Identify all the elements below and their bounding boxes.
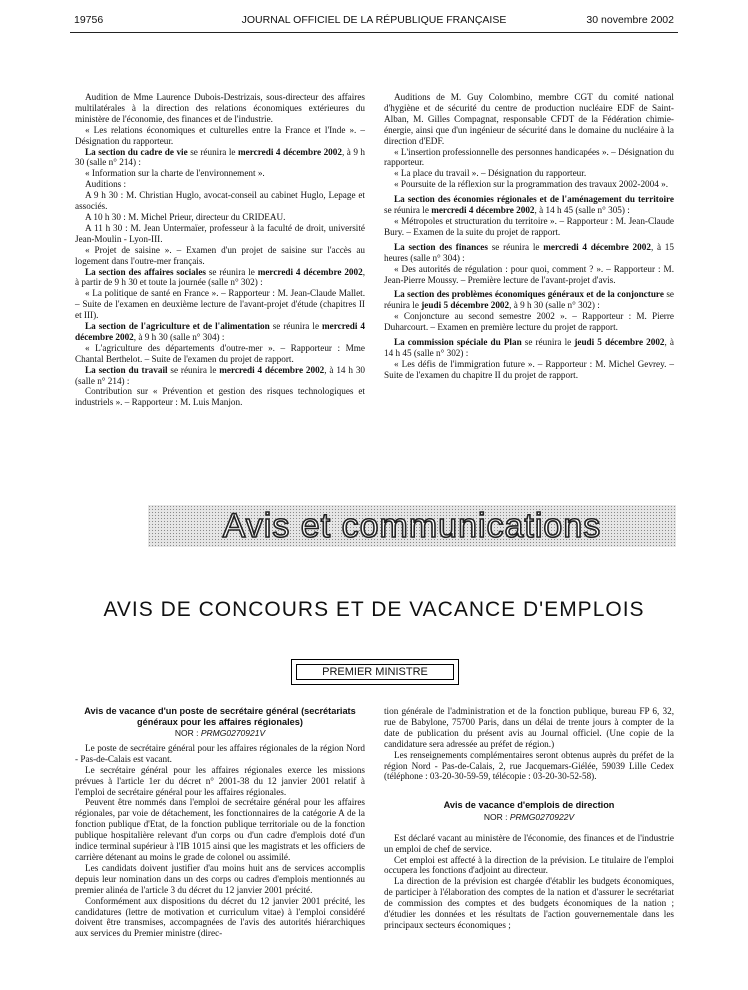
paragraph: Les renseignements complémentaires seront obtenus auprès du préfet de la région Nord - Pas-de-Calais, 2, rue Jacquemars-Giélée, 59039 Lille Cedex (téléphone : 03-20-30-59-59, télécopie : 03-20-30-52-58). bbox=[384, 749, 674, 782]
ministry-box bbox=[291, 659, 459, 685]
paragraph: Peuvent être nommés dans l'emploi de secrétaire général pour les affaires régionales, par voie de détachement, les fonctionnaires de la catégorie A de la fonction publique d'Etat, de la fonction publique territoriale ou de la fonction publique hospitalière relevant d'un corps ou d'un cadre d'emplois doté d'un indice terminal supérieur à l'IB 1015 ainsi que les magistrats et les officiers de carrière détenant au moins le grade de colonel ou assimilé. bbox=[75, 797, 365, 862]
paragraph: « L'agriculture des départements d'outre-mer ». – Rapporteur : Mme Chantal Berthelot. – Suite de l'examen du projet de rapport. bbox=[75, 342, 365, 364]
paragraph: « La place du travail ». – Désignation du rapporteur. bbox=[394, 168, 587, 179]
section-notice: La section des affaires sociales se réunira le mercredi 4 décembre 2002, à partir de 9 h 30 et toute la journée (salle n° 302) : bbox=[75, 266, 365, 288]
section-notice: La section des finances se réunira le mercredi 4 décembre 2002, à 15 heures (salle n° 304) : bbox=[384, 241, 674, 263]
section-title: AVIS DE CONCOURS ET DE VACANCE D'EMPLOIS bbox=[103, 598, 645, 621]
paragraph: « Les relations économiques et culturelles entre la France et l'Inde ». – Désignation du rapporteur. bbox=[75, 124, 365, 146]
section-notice: La section des problèmes économiques généraux et de la conjoncture se réunira le jeudi 5 décembre 2002, à 9 h 30 (salle n° 302) : bbox=[384, 289, 675, 311]
section-notice: La section du travail se réunira le mercredi 4 décembre 2002, à 14 h 30 (salle n° 214) : bbox=[75, 364, 366, 386]
paragraph: « La politique de santé en France ». – Rapporteur : M. Jean-Claude Mallet. – Suite de l'examen en deuxième lecture de l'avant-projet d'étude (chapitres II et III). bbox=[75, 288, 365, 321]
paragraph: Le poste de secrétaire général pour les affaires régionales de la région Nord - Pas-de-Calais est vacant. bbox=[75, 742, 365, 764]
paragraph: Auditions : bbox=[85, 179, 127, 190]
paragraph: Est déclaré vacant au ministère de l'économie, des finances et de l'industrie un emploi de chef de service. bbox=[384, 832, 674, 854]
paragraph: Les candidats doivent justifier d'au moins huit ans de services accomplis depuis leur nomination dans un des corps ou cadres d'emplois mentionnés au premier alinéa de l'article 3 du décret du 12 janvier 2001 précité. bbox=[75, 862, 365, 895]
paragraph: Cet emploi est affecté à la direction de la prévision. Le titulaire de l'emploi occupera les fonctions d'adjoint au directeur. bbox=[384, 854, 674, 876]
section-notice: La section des économies régionales et de l'aménagement du territoire se réunira le mercredi 4 décembre 2002, à 14 h 45 (salle n° 305) : bbox=[384, 194, 674, 216]
paragraph: La direction de la prévision est chargée d'établir les budgets économiques, de participer à l'élaboration des comptes de la nation et d'assurer le secrétariat de commission des comptes et des budgets économiques de la nation ; d'étudier les données et les résultats de l'action gouvernementale dans les principaux secteurs économiques ; bbox=[384, 876, 674, 930]
section-notice: La commission spéciale du Plan se réunira le jeudi 5 décembre 2002, à 14 h 45 (salle n° 302) : bbox=[384, 337, 674, 358]
paragraph: « Projet de saisine ». – Examen d'un projet de saisine sur l'accès au logement dans l'outre-mer français. bbox=[75, 244, 365, 266]
paragraph: A 10 h 30 : M. Michel Prieur, directeur du CRIDEAU. bbox=[85, 211, 286, 222]
paragraph: Le secrétaire général pour les affaires régionales exerce les missions prévues à l'article 1er du décret n° 2001-38 du 12 janvier 2001 relatif à l'emploi de secrétaire général pour les affaires régionales. bbox=[75, 764, 365, 797]
paragraph: « Les défis de l'immigration future ». – Rapporteur : M. Michel Gevrey. – Suite de l'examen du chapitre II du projet de rapport. bbox=[384, 358, 674, 380]
page-number: 19756 bbox=[74, 14, 104, 26]
column-2 bbox=[384, 92, 674, 381]
nor-reference: NOR : PRMG0270922V bbox=[483, 811, 575, 822]
column-4 bbox=[384, 706, 674, 931]
journal-title: JOURNAL OFFICIEL DE LA RÉPUBLIQUE FRANÇAISE bbox=[241, 14, 507, 26]
nor-reference: NOR : PRMG0270921V bbox=[174, 728, 266, 738]
issue-date: 30 novembre 2002 bbox=[586, 14, 674, 26]
page-header bbox=[70, 10, 678, 33]
column-1 bbox=[75, 92, 365, 408]
paragraph: « Poursuite de la réflexion sur la programmation des travaux 2002-2004 ». bbox=[394, 179, 669, 190]
paragraph: « Métropoles et structuration du territoire ». – Rapporteur : M. Jean-Claude Bury. – Examen de la suite du projet de rapport. bbox=[384, 215, 674, 237]
section-notice: La section de l'agriculture et de l'alimentation se réunira le mercredi 4 décembre 2002, à 9 h 30 (salle n° 304) : bbox=[75, 321, 365, 342]
paragraph: tion générale de l'administration et de la fonction publique, bureau FP 6, 32, rue de Babylone, 75700 Paris, dans un délai de trente jours à compter de la date de publication du présent avis au Journal officiel. (Une copie de la candidature sera adressée au préfet de région.) bbox=[384, 706, 674, 749]
paragraph: Auditions de M. Guy Colombino, membre CGT du comité national d'hygiène et de sécurité du centre de production nucléaire EDF de Saint-Alban, M. Gilles Compagnat, responsable CFDT de la Fédération chimie-énergie, ainsi que d'un ingénieur de sécurité dans le domaine du nucléaire à la direction d'EDF. bbox=[384, 92, 674, 146]
paragraph: « Conjoncture au second semestre 2002 ». – Rapporteur : M. Pierre Duharcourt. – Examen en première lecture du projet de rapport. bbox=[384, 311, 674, 333]
paragraph: « L'insertion professionnelle des personnes handicapées ». – Désignation du rapporteur. bbox=[384, 146, 674, 168]
paragraph: « Des autorités de régulation : pour quoi, comment ? ». – Rapporteur : M. Jean-Pierre Moussy. – Première lecture de l'avant-projet d'avis. bbox=[384, 263, 674, 285]
paragraph: Conformément aux dispositions du décret du 12 janvier 2001 précité, les candidatures (lettre de motivation et curriculum vitae) à l'emploi considéré doivent être transmises, accompagnées de l'avis des autorités hiérarchiques aux services du Premier ministre (direc- bbox=[75, 895, 365, 939]
section-banner bbox=[148, 505, 676, 547]
section-notice: La section du cadre de vie se réunira le mercredi 4 décembre 2002, à 9 h 30 (salle n° 214) : bbox=[75, 146, 366, 168]
notice-title: Avis de vacance d'emplois de direction bbox=[443, 800, 615, 811]
paragraph: A 11 h 30 : M. Jean Untermaïer, professeur à la faculté de droit, université Jean-Moulin - Lyon-III. bbox=[75, 222, 365, 244]
paragraph: « Information sur la charte de l'environnement ». bbox=[85, 168, 265, 179]
column-3 bbox=[75, 706, 365, 939]
paragraph: Audition de Mme Laurence Dubois-Destrizais, sous-directeur des affaires multilatérales à la direction des relations économiques extérieures du ministère de l'économie, des finances et de l'industrie. bbox=[75, 92, 365, 124]
notice-title: Avis de vacance d'un poste de secrétaire général (secrétariats généraux pour les affaires régionales) bbox=[84, 706, 356, 727]
banner-title: Avis et communications bbox=[222, 507, 602, 545]
ministry-label: PREMIER MINISTRE bbox=[296, 664, 454, 680]
paragraph: A 9 h 30 : M. Christian Huglo, avocat-conseil au cabinet Huglo, Lepage et associés. bbox=[75, 190, 365, 212]
paragraph: Contribution sur « Prévention et gestion des risques technologiques et industriels ». – Rapporteur : M. Luis Manjon. bbox=[75, 386, 365, 408]
